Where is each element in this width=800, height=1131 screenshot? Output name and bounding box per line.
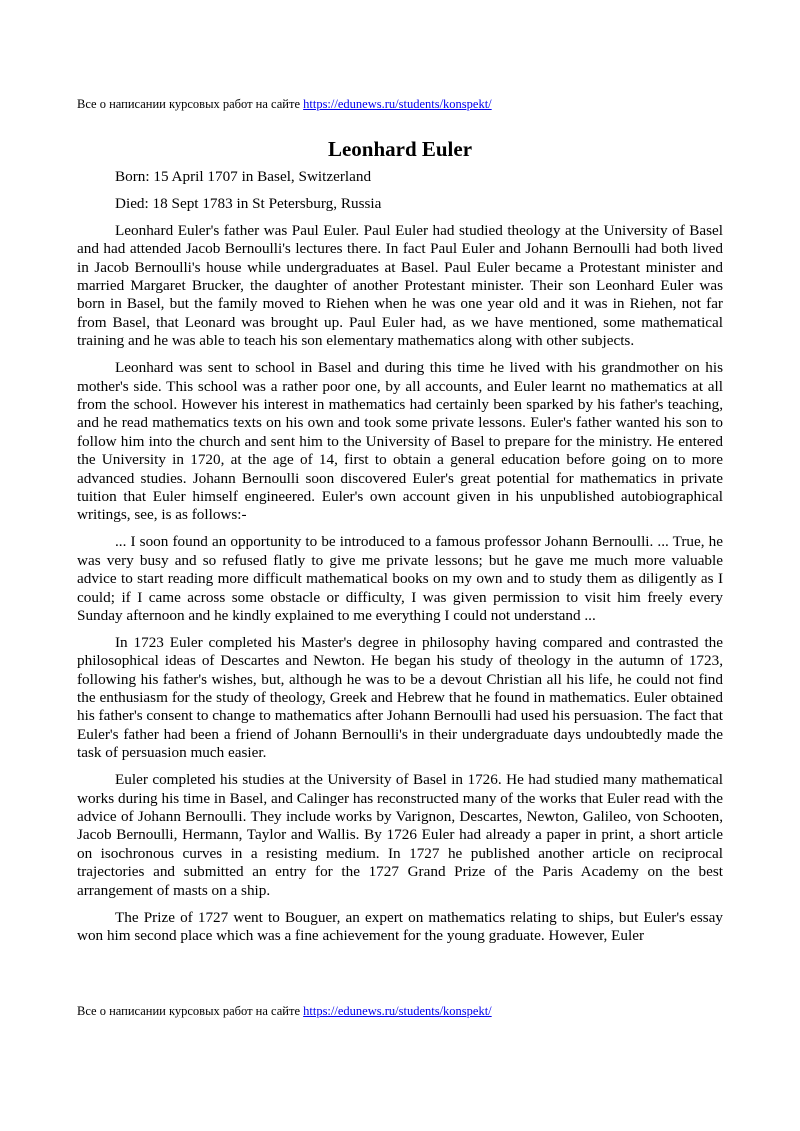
footer-text: Все о написании курсовых работ на сайте bbox=[77, 1004, 304, 1018]
paragraph-2: Leonhard was sent to school in Basel and during this time he lived with his grandmother on his mother's side. This school was a rather poor one, by all accounts, and Euler learnt no mathematics at all from the school. However his interest in mathematics had certainly been sparked by his father's teaching, and he read mathematics texts on his own and took some private lessons. Euler's father wanted his son to follow him into the church and sent him to the University of Basel to prepare for the ministry. He entered the University in 1720, at the age of 14, first to obtain a general education before going on to more advanced studies. Johann Bernoulli soon discovered Euler's great potential for mathematics in private tuition that Euler himself engineered. Euler's own account given in his unpublished autobiographical writings, see, is as follows:- bbox=[77, 359, 723, 524]
paragraph-5: Euler completed his studies at the University of Basel in 1726. He had studied many mathematical works during his time in Basel, and Calinger has reconstructed many of the works that Euler read with the advice of Johann Bernoulli. They include works by Varignon, Descartes, Newton, Galileo, von Schooten, Jacob Bernoulli, Hermann, Taylor and Wallis. By 1726 Euler had already a paper in print, a short article on isochronous curves in a resisting medium. In 1727 he published another article on reciprocal trajectories and submitted an entry for the 1727 Grand Prize of the Paris Academy on the best arrangement of masts on a ship. bbox=[77, 771, 723, 899]
document-body bbox=[77, 168, 723, 954]
paragraph-6: The Prize of 1727 went to Bouguer, an expert on mathematics relating to ships, but Euler's essay won him second place which was a fine achievement for the young graduate. However, Euler bbox=[77, 908, 723, 944]
footer-link[interactable]: https://edunews.ru/students/konspekt/ bbox=[303, 1004, 492, 1018]
paragraph-3-quote: ... I soon found an opportunity to be introduced to a famous professor Johann Bernoulli. ... True, he was very busy and so refused flatly to give me private lessons; but he gave me much more valuable advice to start reading more difficult mathematical books on my own and to study them as diligently as I could; if I came across some obstacle or difficulty, I was given permission to visit him freely every Sunday afternoon and he kindly explained to me everything I could not understand ... bbox=[77, 533, 723, 624]
born-line: Born: 15 April 1707 in Basel, Switzerland bbox=[115, 168, 372, 185]
header-text: Все о написании курсовых работ на сайте bbox=[77, 97, 304, 111]
page-footer bbox=[77, 1003, 723, 1019]
page-header bbox=[77, 96, 723, 112]
died-line: Died: 18 Sept 1783 in St Petersburg, Russia bbox=[115, 194, 382, 212]
paragraph-4: In 1723 Euler completed his Master's degree in philosophy having compared and contrasted the philosophical ideas of Descartes and Newton. He began his study of theology in the autumn of 1723, following his father's wishes, but, although he was to be a devout Christian all his life, he could not find the enthusiasm for the study of theology, Greek and Hebrew that he found in mathematics. Euler obtained his father's consent to change to mathematics after Johann Bernoulli had used his persuasion. The fact that Euler's father had been a friend of Johann Bernoulli's in their undergraduate days undoubtedly made the task of persuasion much easier. bbox=[77, 633, 723, 762]
paragraph-1: Leonhard Euler's father was Paul Euler. Paul Euler had studied theology at the University of Basel and had attended Jacob Bernoulli's lectures there. In fact Paul Euler and Johann Bernoulli had both lived in Jacob Bernoulli's house while undergraduates at Basel. Paul Euler became a Protestant minister and married Margaret Brucker, the daughter of another Protestant minister. Their son Leonhard Euler was born in Basel, but the family moved to Riehen when he was one year old and it was in Riehen, not far from Basel, that Leonard was brought up. Paul Euler had, as we have mentioned, some mathematical training and he was able to teach his son elementary mathematics along with other subjects. bbox=[77, 221, 723, 350]
document-title: Leonhard Euler bbox=[327, 137, 473, 161]
header-link[interactable]: https://edunews.ru/students/konspekt/ bbox=[303, 97, 492, 111]
